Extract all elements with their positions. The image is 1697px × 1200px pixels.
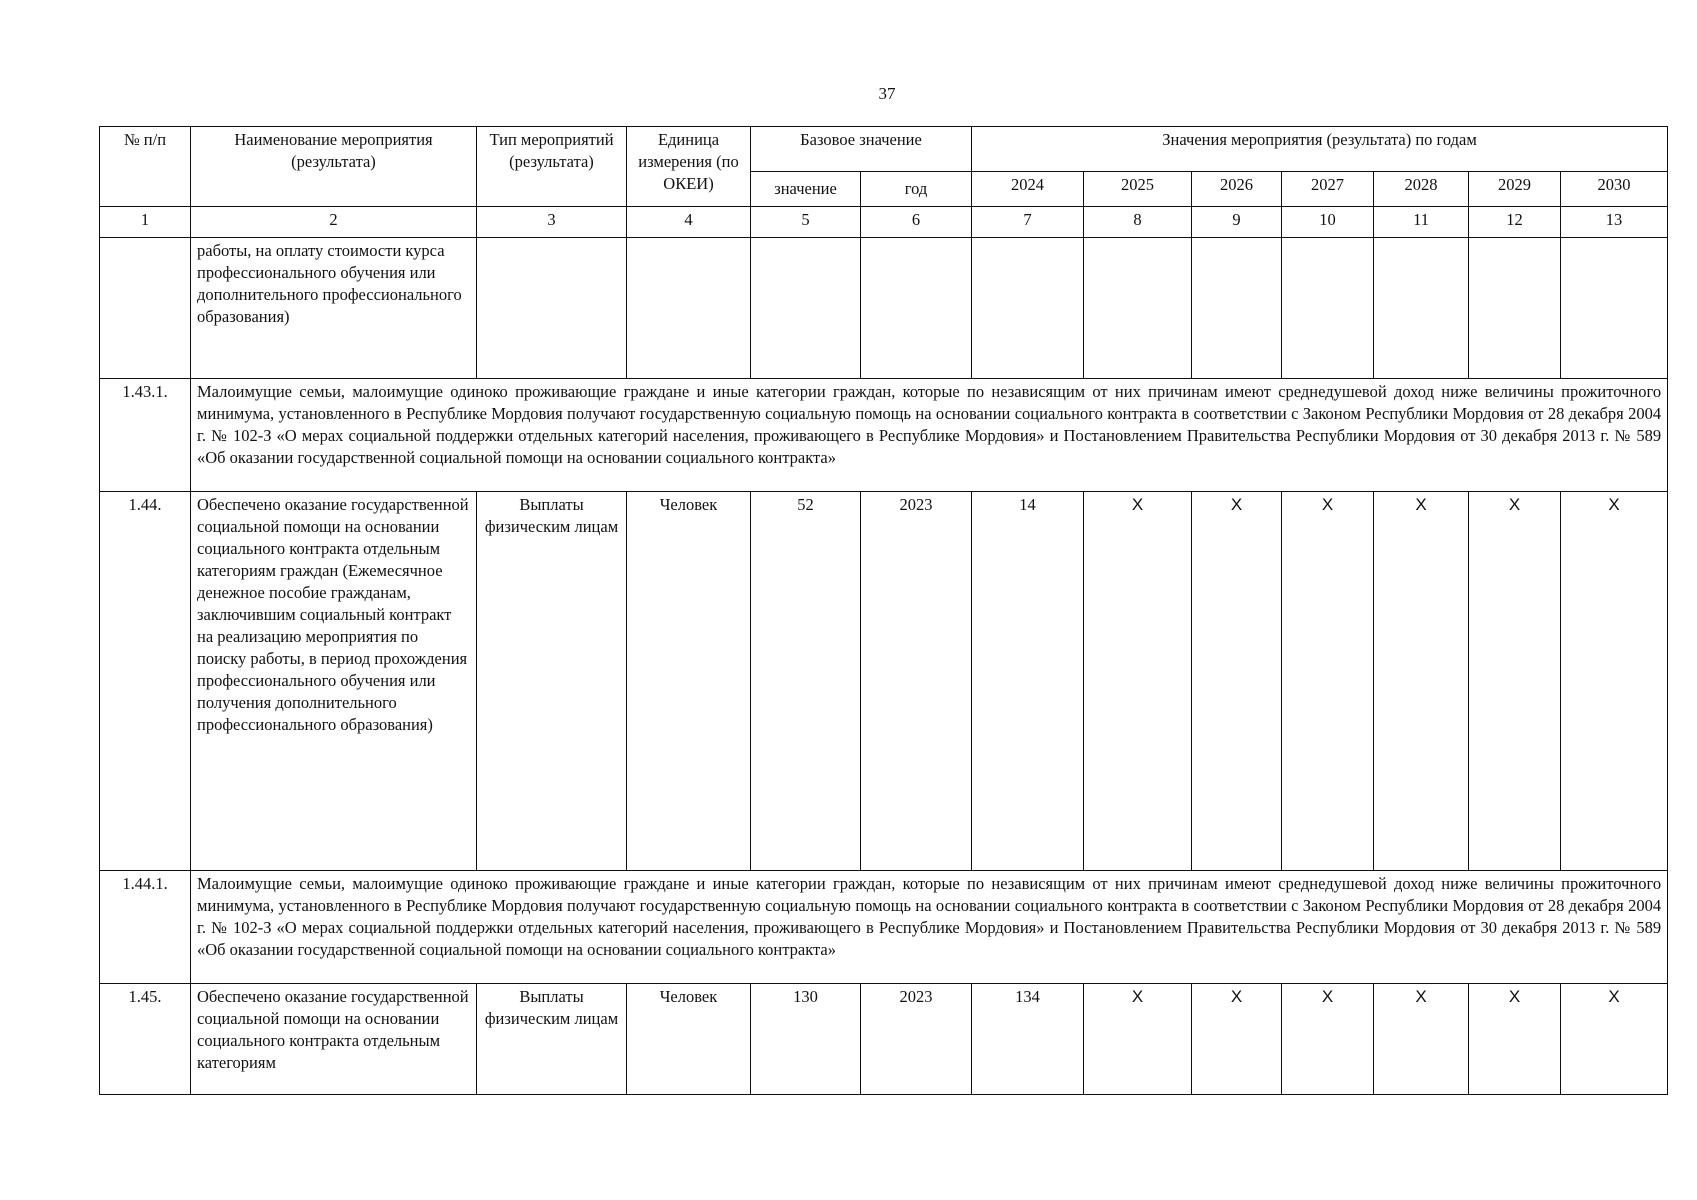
column-number: 9 [1192, 207, 1282, 238]
row-value-2025: Х [1084, 984, 1192, 1095]
row-value-2024: 14 [972, 492, 1084, 871]
header-year-2025: 2025 [1084, 172, 1192, 207]
header-col-type: Тип мероприятий (результата) [477, 127, 627, 207]
row-unit: Человек [627, 492, 751, 871]
header-base-year: год [861, 172, 972, 207]
row-name: Обеспечено оказание государственной социальной помощи на основании социального контракта отдельным категориям граждан (Ежемесячное денежное пособие гражданам, заключившим социальный контракт на реализацию мероприятия по поиску работы, в период прохождения профессионального обучения или получения дополнительного профессионального образования) [191, 492, 477, 871]
header-year-2030: 2030 [1561, 172, 1668, 207]
table-row-1-44 [100, 492, 1668, 871]
header-row [100, 127, 1668, 172]
header-col-unit: Единица измерения (по ОКЕИ) [627, 127, 751, 207]
row-value-2030: Х [1561, 492, 1668, 871]
header-col-name: Наименование мероприятия (результата) [191, 127, 477, 207]
row-num: 1.44.1. [100, 871, 191, 984]
header-year-2026: 2026 [1192, 172, 1282, 207]
column-number: 4 [627, 207, 751, 238]
row-value-2029: Х [1469, 492, 1561, 871]
empty-cell [972, 238, 1084, 379]
header-year-2028: 2028 [1374, 172, 1469, 207]
row-value-2026: Х [1192, 984, 1282, 1095]
row-value-2028: Х [1374, 492, 1469, 871]
empty-cell [1084, 238, 1192, 379]
row-base-year: 2023 [861, 492, 972, 871]
row-base-year: 2023 [861, 984, 972, 1095]
row-type: Выплаты физическим лицам [477, 984, 627, 1095]
table-row-1-43-1 [100, 379, 1668, 492]
empty-cell [1192, 238, 1282, 379]
row-value-2030: Х [1561, 984, 1668, 1095]
row-description: Малоимущие семьи, малоимущие одиноко проживающие граждане и иные категории граждан, которые по независящим от них причинам имеют среднедушевой доход ниже величины прожиточного минимума, установленного в Республике Мордовия получают государственную социальную помощь на основании социального контракта в соответствии с Законом Республики Мордовия от 28 декабря 2004 г. № 102-З «О мерах социальной поддержки отдельных категорий населения, проживающего в Республике Мордовия» и Постановлением Правительства Республики Мордовия от 30 декабря 2013 г. № 589 «Об оказании государственной социальной помощи на основании социального контракта» [191, 871, 1668, 984]
row-value-2026: Х [1192, 492, 1282, 871]
empty-cell [861, 238, 972, 379]
row-value-2027: Х [1282, 984, 1374, 1095]
column-number: 2 [191, 207, 477, 238]
column-number: 8 [1084, 207, 1192, 238]
row-value-2027: Х [1282, 492, 1374, 871]
column-number: 10 [1282, 207, 1374, 238]
row-name: работы, на оплату стоимости курса профессионального обучения или дополнительного профессионального образования) [191, 238, 477, 379]
empty-cell [1282, 238, 1374, 379]
column-numbers-row [100, 207, 1668, 238]
row-description: Малоимущие семьи, малоимущие одиноко проживающие граждане и иные категории граждан, которые по независящим от них причинам имеют среднедушевой доход ниже величины прожиточного минимума, установленного в Республике Мордовия получают государственную социальную помощь на основании социального контракта в соответствии с Законом Республики Мордовия от 28 декабря 2004 г. № 102-З «О мерах социальной поддержки отдельных категорий населения, проживающего в Республике Мордовия» и Постановлением Правительства Республики Мордовия от 30 декабря 2013 г. № 589 «Об оказании государственной социальной помощи на основании социального контракта» [191, 379, 1668, 492]
table-row-1-44-1 [100, 871, 1668, 984]
empty-cell [627, 238, 751, 379]
column-number: 7 [972, 207, 1084, 238]
results-table [99, 126, 1668, 1095]
row-base-value: 130 [751, 984, 861, 1095]
empty-cell [1561, 238, 1668, 379]
empty-cell [477, 238, 627, 379]
column-number: 1 [100, 207, 191, 238]
empty-cell [1374, 238, 1469, 379]
row-base-value: 52 [751, 492, 861, 871]
row-num-empty [100, 238, 191, 379]
row-num: 1.45. [100, 984, 191, 1095]
column-number: 13 [1561, 207, 1668, 238]
column-number: 6 [861, 207, 972, 238]
table-row-1-45 [100, 984, 1668, 1095]
page-number: 37 [878, 84, 896, 103]
header-base-value: значение [751, 172, 861, 207]
column-number: 5 [751, 207, 861, 238]
header-year-2027: 2027 [1282, 172, 1374, 207]
header-col-num: № п/п [100, 127, 191, 207]
empty-cell [1469, 238, 1561, 379]
row-name: Обеспечено оказание государственной социальной помощи на основании социального контракта отдельным категориям [191, 984, 477, 1095]
header-col-base: Базовое значение [751, 127, 972, 172]
row-num: 1.43.1. [100, 379, 191, 492]
column-number: 11 [1374, 207, 1469, 238]
row-value-2029: Х [1469, 984, 1561, 1095]
row-unit: Человек [627, 984, 751, 1095]
row-value-2028: Х [1374, 984, 1469, 1095]
empty-cell [751, 238, 861, 379]
header-col-values: Значения мероприятия (результата) по годам [972, 127, 1668, 172]
row-value-2024: 134 [972, 984, 1084, 1095]
header-year-2024: 2024 [972, 172, 1084, 207]
column-number: 3 [477, 207, 627, 238]
row-value-2025: Х [1084, 492, 1192, 871]
row-num: 1.44. [100, 492, 191, 871]
row-type: Выплаты физическим лицам [477, 492, 627, 871]
table-row-continuation [100, 238, 1668, 379]
column-number: 12 [1469, 207, 1561, 238]
header-year-2029: 2029 [1469, 172, 1561, 207]
